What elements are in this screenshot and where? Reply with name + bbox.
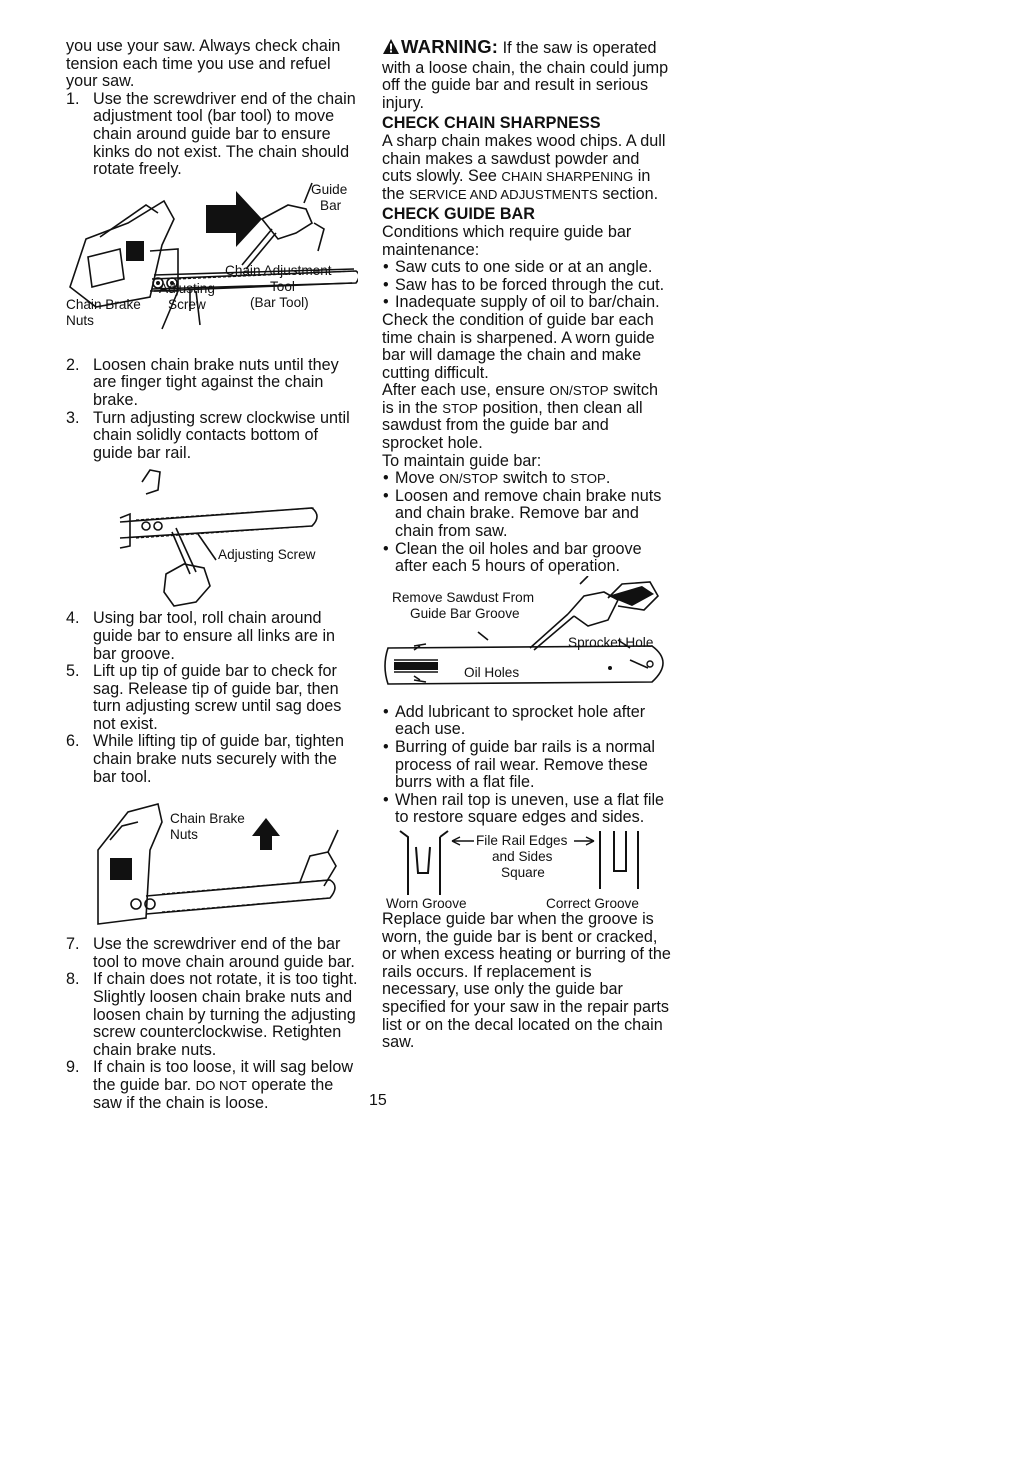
warning-paragraph: [382, 38, 672, 112]
step-number: 1.: [66, 89, 80, 108]
label-nuts: Nuts: [170, 827, 198, 843]
text-part: Move: [395, 469, 440, 488]
label-square: Square: [501, 864, 545, 880]
step-text-emphasis: DO NOT: [195, 1078, 247, 1093]
label-sprocket-hole: Sprocket Hole: [568, 634, 654, 650]
switch-position: STOP: [442, 400, 478, 416]
step-text: Loosen chain brake nuts until they are finger tight against the chain brake.: [93, 355, 339, 409]
figure-chain-brake-nuts: [66, 786, 358, 936]
step-text: Use the screwdriver end of the chain adjustment tool (bar tool) to move chain around guide bar to ensure kinks do not exist. The chain should rotate freely.: [93, 89, 356, 179]
guide-bar-intro: Conditions which require guide bar maintenance:: [382, 222, 632, 259]
step-text: [93, 1058, 353, 1111]
warning-label: WARNING:: [401, 36, 499, 57]
step-number: 8.: [66, 970, 80, 989]
text-part: in the: [382, 167, 651, 203]
text-part: .: [605, 469, 611, 488]
step-text: Turn adjusting screw clockwise until chain solidly contacts bottom of guide bar rail.: [93, 408, 350, 462]
step-1: [66, 91, 358, 179]
figure-chain-adjustment: [66, 179, 358, 357]
label-guide: Guide: [311, 181, 348, 197]
sharpness-paragraph: [382, 133, 672, 203]
step-text-part: operate the saw if the chain is loose.: [93, 1076, 334, 1112]
heading-check-chain-sharpness: CHECK CHAIN SHARPNESS: [382, 114, 601, 133]
tighten-nuts-illustration: [66, 786, 358, 936]
step-number: 5.: [66, 662, 80, 681]
label-worn-groove: Worn Groove: [386, 895, 467, 911]
label-screw: Screw: [168, 296, 206, 312]
check-paragraph: Check the condition of guide bar each time chain is sharpened. A worn guide bar will damage the chain and make cutting difficult.: [382, 310, 655, 382]
switch-label: ON/STOP: [549, 383, 609, 399]
label-adjusting: Adjusting: [159, 280, 215, 296]
warning-text: If the saw is operated with a loose chain, the chain could jump off the guide bar and result in serious injury.: [382, 39, 669, 112]
maintain-item: • Clean the oil holes and bar groove after each 5 hours of operation.: [382, 541, 672, 576]
replace-paragraph: Replace guide bar when the groove is worn, the guide bar is bent or cracked, or when excess heating or burring of the rails occurs. If replacement is necessary, use only the guide bar specified for your saw in the repair parts list or on the decal located on the chain saw.: [382, 909, 671, 1052]
left-column: [66, 38, 358, 1112]
figure-adjusting-screw: [66, 462, 358, 610]
label-chain-adjustment: Chain Adjustment: [225, 262, 332, 278]
step-number: 7.: [66, 935, 80, 954]
step-2: [66, 357, 358, 410]
step-text: If chain does not rotate, it is too tight. Slightly loosen chain brake nuts and loosen chain by turning the adjusting screw counterclockwise. Retighten chain brake nuts.: [93, 970, 358, 1059]
label-bar: Bar: [320, 197, 342, 213]
step-number: 6.: [66, 732, 80, 751]
label-remove-sawdust: Remove Sawdust From: [392, 589, 535, 605]
section-reference: SERVICE AND ADJUSTMENTS: [409, 186, 598, 202]
adjusting-screw-illustration: [66, 462, 358, 610]
text-part: position, then clean all sawdust from the guide bar and sprocket hole.: [382, 398, 643, 453]
step-9: [66, 1059, 358, 1112]
tip-item: • Add lubricant to sprocket hole after each use.: [382, 704, 672, 739]
maintain-item: • Loosen and remove chain brake nuts and chain brake. Remove bar and chain from saw.: [382, 488, 672, 541]
warning-triangle-icon: [382, 38, 400, 60]
label-guide-bar-groove: Guide Bar Groove: [410, 605, 520, 621]
step-text: Lift up tip of guide bar to check for sag. Release tip of guide bar, then turn adjusting screw until sag does not exist.: [93, 662, 342, 733]
step-7: [66, 936, 358, 971]
step-number: 4.: [66, 609, 80, 628]
step-number: 3.: [66, 408, 80, 427]
label-oil-holes: Oil Holes: [464, 664, 520, 680]
label-and-sides: and Sides: [492, 848, 553, 864]
step-4: [66, 610, 358, 663]
step-text: Using bar tool, roll chain around guide bar to ensure all links are in bar groove.: [93, 609, 336, 663]
condition-item: • Saw cuts to one side or at an angle.: [382, 259, 672, 277]
condition-item: • Inadequate supply of oil to bar/chain.: [382, 294, 672, 312]
label-adjusting-screw: Adjusting Screw: [218, 547, 316, 563]
step-number: 2.: [66, 355, 80, 374]
step-text-part: If chain is too loose, it will sag below the guide bar.: [93, 1058, 354, 1094]
figure-guide-bar-cleaning: [382, 576, 672, 704]
text-part: section.: [597, 184, 659, 203]
intro-paragraph: you use your saw. Always check chain tension each time you use and refuel your saw.: [66, 37, 341, 91]
tip-item: • Burring of guide bar rails is a normal process of rail wear. Remove these burrs with a flat file.: [382, 739, 672, 792]
tip-item: • When rail top is uneven, use a flat file to restore square edges and sides.: [382, 792, 672, 827]
maintain-intro: To maintain guide bar:: [382, 451, 542, 470]
label-nuts: Nuts: [66, 312, 94, 328]
label-bar-tool: (Bar Tool): [250, 294, 309, 310]
condition-item: • Saw has to be forced through the cut.: [382, 277, 672, 295]
step-8: [66, 971, 358, 1059]
step-number: 9.: [66, 1058, 80, 1077]
step-5: [66, 663, 358, 733]
switch-position: STOP: [570, 471, 606, 487]
step-6: [66, 733, 358, 786]
heading-check-guide-bar: CHECK GUIDE BAR: [382, 205, 535, 224]
text-part: After each use, ensure: [382, 381, 550, 400]
label-tool: Tool: [270, 278, 295, 294]
label-correct-groove: Correct Groove: [546, 895, 639, 911]
label-chain-brake: Chain Brake: [66, 296, 141, 312]
label-chain-brake: Chain Brake: [170, 811, 245, 827]
page-number: 15: [369, 1092, 387, 1109]
text-part: A sharp chain makes wood chips. A dull chain makes a sawdust powder and cuts slowly. See: [382, 131, 666, 186]
step-3: [66, 410, 358, 463]
text-part: switch to: [498, 469, 571, 488]
right-column: [382, 38, 672, 1052]
step-text: While lifting tip of guide bar, tighten chain brake nuts securely with the bar tool.: [93, 732, 345, 786]
section-reference: CHAIN SHARPENING: [501, 169, 634, 185]
after-use-paragraph: [382, 382, 672, 452]
label-file-rail-edges: File Rail Edges: [476, 832, 568, 848]
maintain-item: [382, 470, 672, 488]
text-part: switch is in the: [382, 381, 658, 417]
figure-groove-comparison: [382, 827, 672, 911]
step-text: Use the screwdriver end of the bar tool to move chain around guide bar.: [93, 935, 355, 971]
switch-label: ON/STOP: [439, 471, 499, 487]
